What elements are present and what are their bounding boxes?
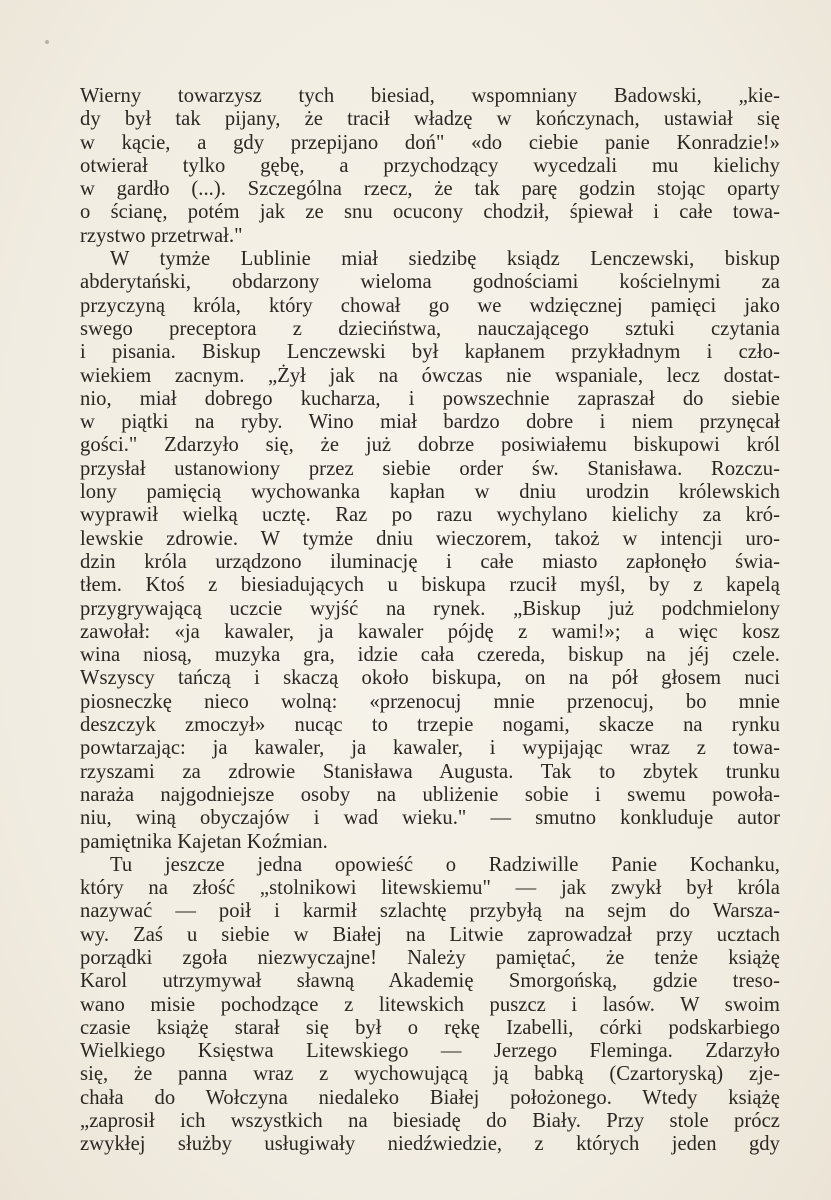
text-line: wy. Zaś u siebie w Białej na Litwie zaprowadzał przy ucztach — [80, 923, 780, 946]
text-line: przyczyną króla, który chował go we wdzięcznej pamięci jako — [80, 294, 780, 317]
text-line: przysłał ustanowiony przez siebie order św. Stanisława. Rozczu- — [80, 457, 780, 480]
text-line: chała do Wołczyna niedaleko Białej położonego. Wtedy książę — [80, 1086, 780, 1109]
text-line: deszczyk zmoczył» nucąc to trzepie nogami, skacze na rynku — [80, 714, 780, 737]
text-line: abderytański, obdarzony wieloma godnościami kościelnymi za — [80, 271, 780, 294]
text-line: Wierny towarzysz tych biesiad, wspomniany Badowski, „kie- — [80, 85, 780, 107]
text-line: otwierał tylko gębę, a przychodzący wycedzali mu kielichy — [80, 154, 780, 177]
text-line: nazywać — poił i karmił szlachtę przybyłą na sejm do Warsza- — [80, 900, 780, 923]
text-line: wyprawił wielką ucztę. Raz po razu wychylano kielichy za kró- — [80, 504, 780, 527]
text-line: gości." Zdarzyło się, że już dobrze posiwiałemu biskupowi król — [80, 434, 780, 457]
paragraph-start-line: Tu jeszcze jedna opowieść o Radziwille Panie Kochanku, — [110, 853, 780, 876]
paper-speck — [45, 40, 49, 44]
text-line: wano misie pochodzące z litewskich puszcz i lasów. W swoim — [80, 993, 780, 1016]
text-line: porządki zgoła niezwyczajne! Należy pamiętać, że tenże książę — [80, 946, 780, 969]
text-line: o ścianę, potém jak ze snu ocucony chodził, śpiewał i całe towa- — [80, 201, 780, 224]
text-line: dy był tak pijany, że tracił władzę w kończynach, ustawiał się — [80, 108, 780, 131]
text-line: w gardło (...). Szczególna rzecz, że tak parę godzin stojąc oparty — [80, 178, 780, 201]
text-line: piosneczkę nieco wolną: «przenocuj mnie przenocuj, bo mnie — [80, 690, 780, 713]
text-line: naraża najgodniejsze osoby na ubliżenie sobie i swemu powoła- — [80, 783, 780, 806]
text-line: dzin króla urządzono iluminację i całe miasto zapłonęło świa- — [80, 550, 780, 573]
text-line: zwykłej służby usługiwały niedźwiedzie, z których jeden gdy — [80, 1133, 780, 1156]
text-line: Wielkiego Księstwa Litewskiego — Jerzego Fleminga. Zdarzyło — [80, 1040, 780, 1063]
text-line: swego preceptora z dzieciństwa, nauczającego sztuki czytania — [80, 317, 780, 340]
text-line: powtarzając: ja kawaler, ja kawaler, i wypijając wraz z towa- — [80, 737, 780, 760]
text-line: zawołał: «ja kawaler, ja kawaler pójdę z wami!»; a więc kosz — [80, 620, 780, 643]
text-line: rzystwo przetrwał." — [80, 224, 243, 247]
text-line: wiekiem zacnym. „Żył jak na ówczas nie wspaniale, lecz dostat- — [80, 364, 780, 387]
text-line: przygrywającą uczcie wyjść na rynek. „Biskup już podchmielony — [80, 597, 780, 620]
text-line: „zaprosił ich wszystkich na biesiadę do Biały. Przy stole prócz — [80, 1110, 780, 1133]
text-line: i pisania. Biskup Lenczewski był kapłanem przykładnym i czło- — [80, 341, 780, 364]
text-line: Wszyscy tańczą i skaczą około biskupa, on na pół głosem nuci — [80, 667, 780, 690]
text-line: lewskie zdrowie. W tymże dniu wieczorem, takoż w intencji uro- — [80, 527, 780, 550]
text-line: Karol utrzymywał sławną Akademię Smorgońską, gdzie treso- — [80, 970, 780, 993]
text-line: rzyszami za zdrowie Stanisława Augusta. Tak to zbytek trunku — [80, 760, 780, 783]
text-line: w kącie, a gdy przepijano doń" «do ciebie panie Konradzie!» — [80, 131, 780, 154]
paragraph-start-line: W tymże Lublinie miał siedzibę ksiądz Lenczewski, biskup — [110, 248, 780, 271]
text-line: nio, miał dobrego kucharza, i powszechnie zapraszał do siebie — [80, 387, 780, 410]
text-line: się, że panna wraz z wychowującą ją babką (Czartoryską) zje- — [80, 1063, 780, 1086]
text-line: który na złość „stolnikowi litewskiemu" — jak zwykł był króla — [80, 877, 780, 900]
text-line: pamiętnika Kajetan Koźmian. — [80, 830, 328, 853]
text-line: lony pamięcią wychowanka kapłan w dniu urodzin królewskich — [80, 481, 780, 504]
text-line: wina niosą, muzyka gra, idzie cała czereda, biskup na jéj czele. — [80, 644, 780, 667]
text-line: czasie książę starał się był o rękę Izabelli, córki podskarbiego — [80, 1016, 780, 1039]
text-line: w piątki na ryby. Wino miał bardzo dobre i niem przynęcał — [80, 411, 780, 434]
text-line: niu, winą obyczajów i wad wieku." — smutno konkluduje autor — [80, 807, 780, 830]
body-text — [80, 85, 780, 1157]
text-line: tłem. Ktoś z biesiadujących u biskupa rzucił myśl, by z kapelą — [80, 574, 780, 597]
